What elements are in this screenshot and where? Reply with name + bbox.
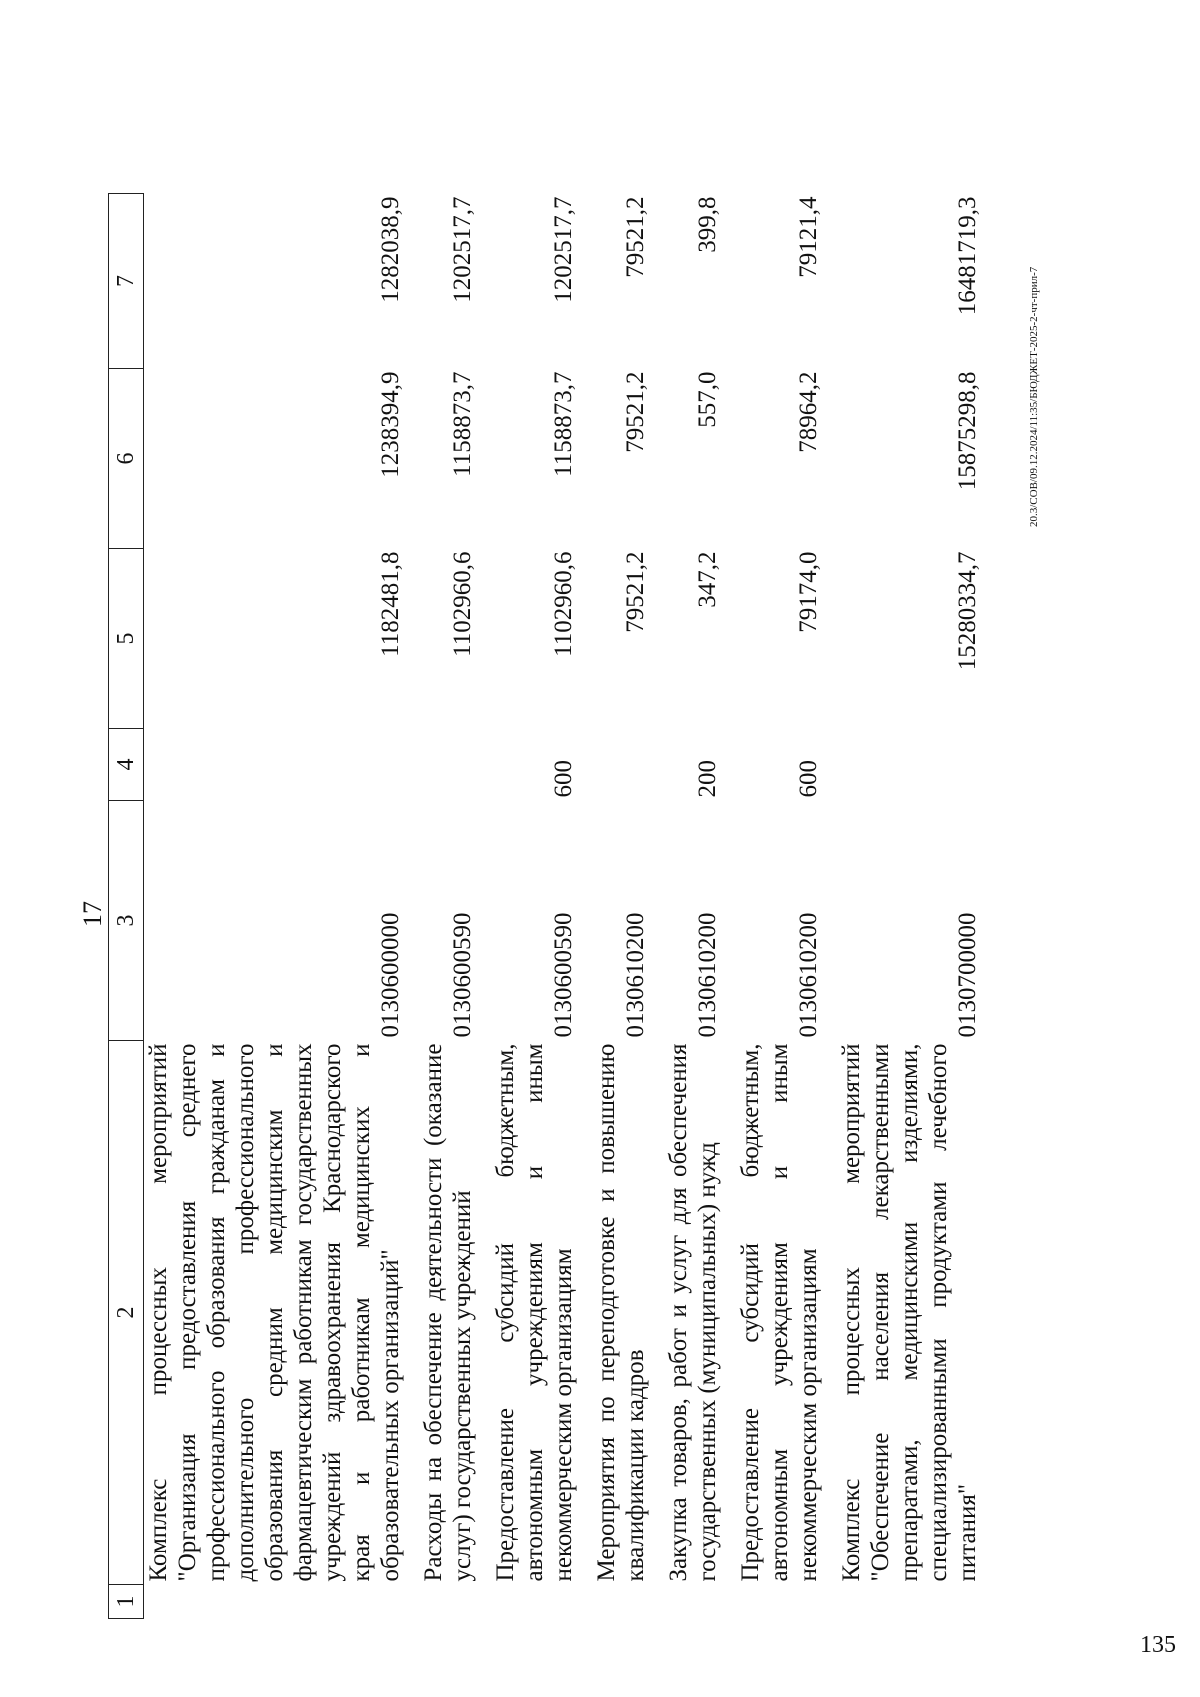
amount-col-5: 347,2 [694, 551, 721, 608]
expense-group [592, 729, 664, 801]
expense-group [837, 729, 996, 801]
table-row [736, 194, 837, 1619]
table-row [837, 194, 996, 1619]
target-article-code: 0130600000 [377, 912, 404, 1038]
expense-group: 600 [550, 760, 577, 798]
target-article-code: 0130600590 [550, 912, 577, 1038]
row-index-cell [837, 1585, 996, 1619]
amount-col-6: 1158873,7 [550, 371, 577, 477]
amount-col-6: 79521,2 [622, 371, 649, 453]
amount-col-7: 16481719,3 [954, 196, 981, 316]
expense-group: 200 [694, 760, 721, 798]
page-number: 17 [78, 901, 107, 927]
row-index-cell [144, 1585, 420, 1619]
amount-col-5: 1182481,8 [377, 551, 404, 657]
row-description: Предоставление субсидий бюджетным, автономным учреждениям и иным некоммерческим организациям [492, 1043, 577, 1582]
row-description: Мероприятия по переподготовке и повышению квалификации кадров [593, 1043, 649, 1582]
expense-group: 600 [795, 760, 822, 798]
amount-col-6: 15875298,8 [954, 371, 981, 491]
amount-col-6: 557,0 [694, 371, 721, 428]
table-row [144, 194, 420, 1619]
amount-col-6: 1238394,9 [377, 371, 404, 478]
row-index-cell [491, 1585, 592, 1619]
expense-group [144, 729, 420, 801]
amount-col-7: 1282038,9 [377, 196, 404, 303]
amount-col-7: 1202517,7 [449, 196, 476, 303]
row-index-cell [592, 1585, 664, 1619]
sheet-number: 135 [1140, 1632, 1176, 1658]
amount-col-7: 1202517,7 [550, 196, 577, 303]
row-description: Расходы на обеспечение деятельности (оказание услуг) государственных учреждений [420, 1043, 476, 1582]
target-article-code: 0130600590 [449, 912, 476, 1038]
amount-col-7: 399,8 [694, 196, 721, 253]
amount-col-6: 1158873,7 [449, 371, 476, 477]
row-description: Предоставление субсидий бюджетным, автономным учреждениям и иным некоммерческим организациям [737, 1043, 822, 1582]
table-row [491, 194, 592, 1619]
column-header-6: 6 [109, 369, 144, 549]
expense-group [419, 729, 491, 801]
amount-col-7: 79521,2 [622, 196, 649, 278]
column-header-7: 7 [109, 194, 144, 369]
table-row [664, 194, 736, 1619]
budget-table [108, 193, 996, 1619]
target-article-code: 0130610200 [795, 912, 822, 1038]
row-description: Комплекс процессных мероприятий "Обеспечение населения лекарственными препаратами, медицинскими изделиями, специализированными продуктами лечебного питания" [838, 1043, 981, 1582]
amount-col-5: 1102960,6 [449, 551, 476, 657]
target-article-code: 0130700000 [954, 912, 981, 1038]
column-header-2: 2 [109, 1041, 144, 1585]
column-header-1: 1 [109, 1585, 144, 1619]
amount-col-5: 1102960,6 [550, 551, 577, 657]
column-header-4: 4 [109, 729, 144, 801]
amount-col-5: 15280334,7 [954, 551, 981, 671]
row-description: Закупка товаров, работ и услуг для обеспечения государственных (муниципальных) нужд [665, 1043, 721, 1582]
document-footer-code: 20.3/СОВ/09.12.2024/11:35/БЮДЖЕТ-2025-2-чт-прил-7 [1028, 266, 1040, 527]
row-description: Комплекс процессных мероприятий "Организация предоставления среднего профессионального образования гражданам и дополнительного профессионального образования средним медицинским и фармацевтическим работникам государственных учреждений здравоохранения Краснодарского края и работникам медицинских и образовательных организаций" [145, 1043, 404, 1582]
row-index-cell [419, 1585, 491, 1619]
row-index-cell [736, 1585, 837, 1619]
table-header-row [109, 194, 144, 1619]
amount-col-5: 79521,2 [622, 551, 649, 633]
row-index-cell [664, 1585, 736, 1619]
amount-col-5: 79174,0 [795, 551, 822, 633]
column-header-3: 3 [109, 801, 144, 1041]
target-article-code: 0130610200 [694, 912, 721, 1038]
target-article-code: 0130610200 [622, 912, 649, 1038]
table-row [419, 194, 491, 1619]
amount-col-7: 79121,4 [795, 196, 822, 278]
amount-col-6: 78964,2 [795, 371, 822, 453]
column-header-5: 5 [109, 549, 144, 729]
table-row [592, 194, 664, 1619]
rotated-page-content [0, 97, 1080, 1697]
